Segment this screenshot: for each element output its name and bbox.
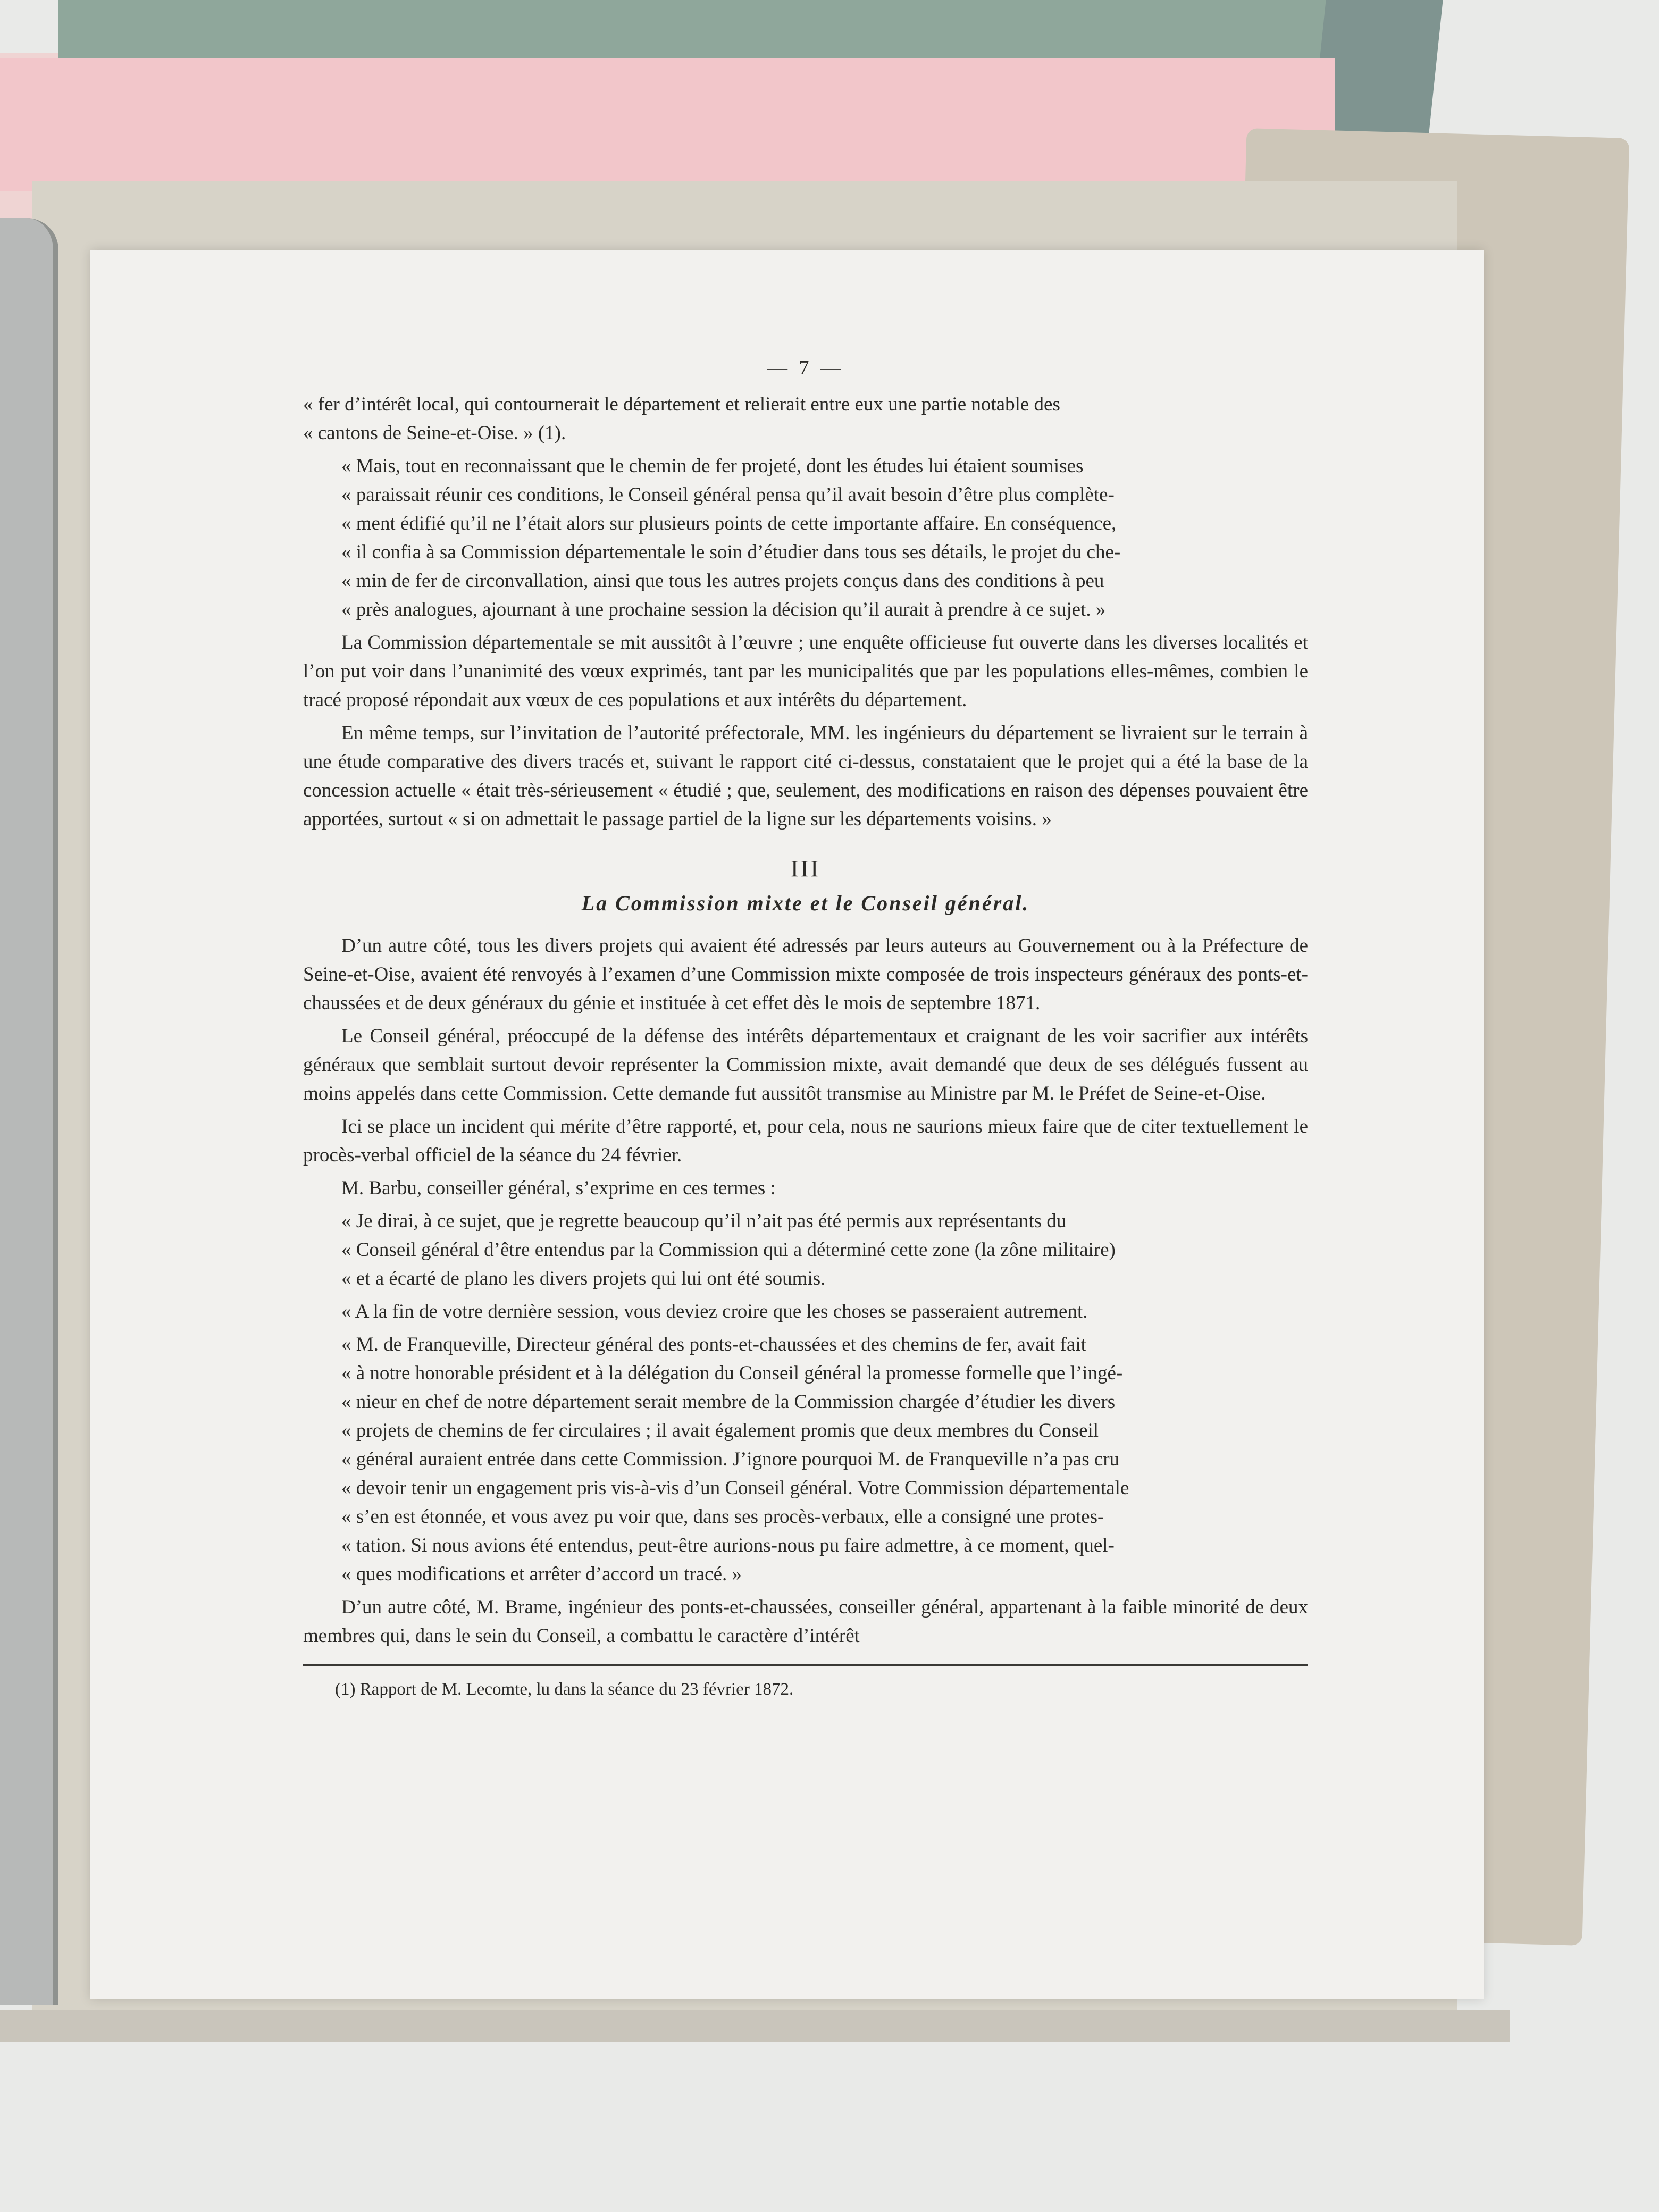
bottom-sheet-edge	[0, 2010, 1510, 2042]
quote-line: « cantons de Seine-et-Oise. » (1).	[303, 422, 566, 444]
pink-background-sheet	[0, 58, 1335, 191]
page-content	[303, 356, 1308, 1701]
quote-line: « Je dirai, à ce sujet, que je regrette beaucoup qu’il n’ait pas été permis aux représentants du	[341, 1210, 1067, 1232]
quote-block-3: « A la fin de votre dernière session, vous deviez croire que les choses se passeraient autrement.	[341, 1301, 1088, 1322]
paragraph-autre-cote: D’un autre côté, tous les divers projets qui avaient été adressés par leurs auteurs au Gouvernement ou à la Préfecture de Seine-et-Oise, avaient été renvoyés à l’examen d’une Commission mixte composée de trois inspecteurs généraux des ponts-et-chaussées et de deux généraux du génie et instituée à cet effet dès le mois de septembre 1871.	[303, 935, 1308, 1014]
section-number: III	[791, 856, 820, 882]
paragraph-brame: D’un autre côté, M. Brame, ingénieur des ponts-et-chaussées, conseiller général, appartenant à la faible minorité de deux membres qui, dans le sein du Conseil, a combattu le caractère d’intérêt	[303, 1596, 1308, 1647]
quote-line: « paraissait réunir ces conditions, le Conseil général pensa qu’il avait besoin d’être plus complète-	[341, 484, 1115, 506]
footnote: (1) Rapport de M. Lecomte, lu dans la séance du 23 février 1872.	[335, 1680, 794, 1699]
quote-line: « nieur en chef de notre département serait membre de la Commission chargée d’étudier les divers	[341, 1391, 1116, 1413]
quote-line: « devoir tenir un engagement pris vis-à-vis d’un Conseil général. Votre Commission départementale	[341, 1477, 1129, 1499]
quote-line: « s’en est étonnée, et vous avez pu voir que, dans ses procès-verbaux, elle a consigné une protes-	[341, 1506, 1104, 1528]
quote-line: « fer d’intérêt local, qui contournerait le département et relierait entre eux une partie notable des	[303, 393, 1060, 415]
continuation-quote	[303, 390, 1308, 448]
quote-line: « général auraient entrée dans cette Commission. J’ignore pourquoi M. de Franqueville n’a pas cru	[341, 1448, 1120, 1470]
paragraph-barbu: M. Barbu, conseiller général, s’exprime en ces termes :	[341, 1177, 776, 1199]
quote-line: « ques modifications et arrêter d’accord un tracé. »	[341, 1563, 742, 1585]
paragraph-commission: La Commission départementale se mit aussitôt à l’œuvre ; une enquête officieuse fut ouverte dans les diverses localités et l’on put voir dans l’unanimité des vœux exprimés, tant par les municipalités que par les populations elles-mêmes, combien le tracé proposé répondait aux vœux de ces populations et aux intérêts du département.	[303, 632, 1308, 711]
section-title: La Commission mixte et le Conseil général.	[581, 891, 1030, 915]
quote-line: « à notre honorable président et à la délégation du Conseil général la promesse formelle que l’ingé-	[341, 1362, 1123, 1384]
quote-line: « Conseil général d’être entendus par la Commission qui a déterminé cette zone (la zône militaire)	[341, 1239, 1116, 1261]
left-facing-page	[0, 218, 58, 2005]
quote-line: « et a écarté de plano les divers projets qui lui ont été soumis.	[341, 1268, 826, 1289]
quote-line: « projets de chemins de fer circulaires ; il avait également promis que deux membres du Conseil	[341, 1420, 1099, 1442]
quote-line: « min de fer de circonvallation, ainsi que tous les autres projets conçus dans des conditions à peu	[341, 570, 1104, 592]
paragraph-incident: Ici se place un incident qui mérite d’être rapporté, et, pour cela, nous ne saurions mieux faire que de citer textuellement le procès-verbal officiel de la séance du 24 février.	[303, 1116, 1308, 1166]
quote-line: « M. de Franqueville, Directeur général des ponts-et-chaussées et des chemins de fer, avait fait	[341, 1334, 1086, 1355]
page-number: — 7 —	[767, 357, 844, 379]
quote-line: « ment édifié qu’il ne l’était alors sur plusieurs points de cette importante affaire. En conséquence,	[341, 513, 1117, 534]
document-page	[90, 250, 1484, 1999]
quote-block-1	[303, 452, 1308, 624]
footnote-divider	[303, 1664, 1308, 1666]
quote-block-2	[303, 1207, 1308, 1293]
quote-line: « il confia à sa Commission départementale le soin d’étudier dans tous ses détails, le projet du che-	[341, 541, 1121, 563]
quote-block-4	[303, 1330, 1308, 1589]
paragraph-meme-temps: En même temps, sur l’invitation de l’autorité préfectorale, MM. les ingénieurs du département se livraient sur le terrain à une étude comparative des divers tracés et, suivant le rapport cité ci-dessus, constataient que le projet qui a été la base de la concession actuelle « était très-sérieusement « étudié ; que, seulement, des modifications en raison des dépenses pouvaient être apportées, surtout « si on admettait le passage partiel de la ligne sur les départements voisins. »	[303, 722, 1308, 830]
quote-line: « tation. Si nous avions été entendus, peut-être aurions-nous pu faire admettre, à ce moment, quel-	[341, 1535, 1115, 1556]
quote-line: « près analogues, ajournant à une prochaine session la décision qu’il aurait à prendre à ce sujet. »	[341, 599, 1106, 621]
quote-line: « Mais, tout en reconnaissant que le chemin de fer projeté, dont les études lui étaient soumises	[341, 455, 1084, 477]
paragraph-conseil: Le Conseil général, préoccupé de la défense des intérêts départementaux et craignant de les voir sacrifier aux intérêts généraux que semblait surtout devoir représenter la Commission mixte, avait demandé que deux de ses délégués fussent au moins appelés dans cette Commission. Cette demande fut aussitôt transmise au Ministre par M. le Préfet de Seine-et-Oise.	[303, 1025, 1308, 1104]
